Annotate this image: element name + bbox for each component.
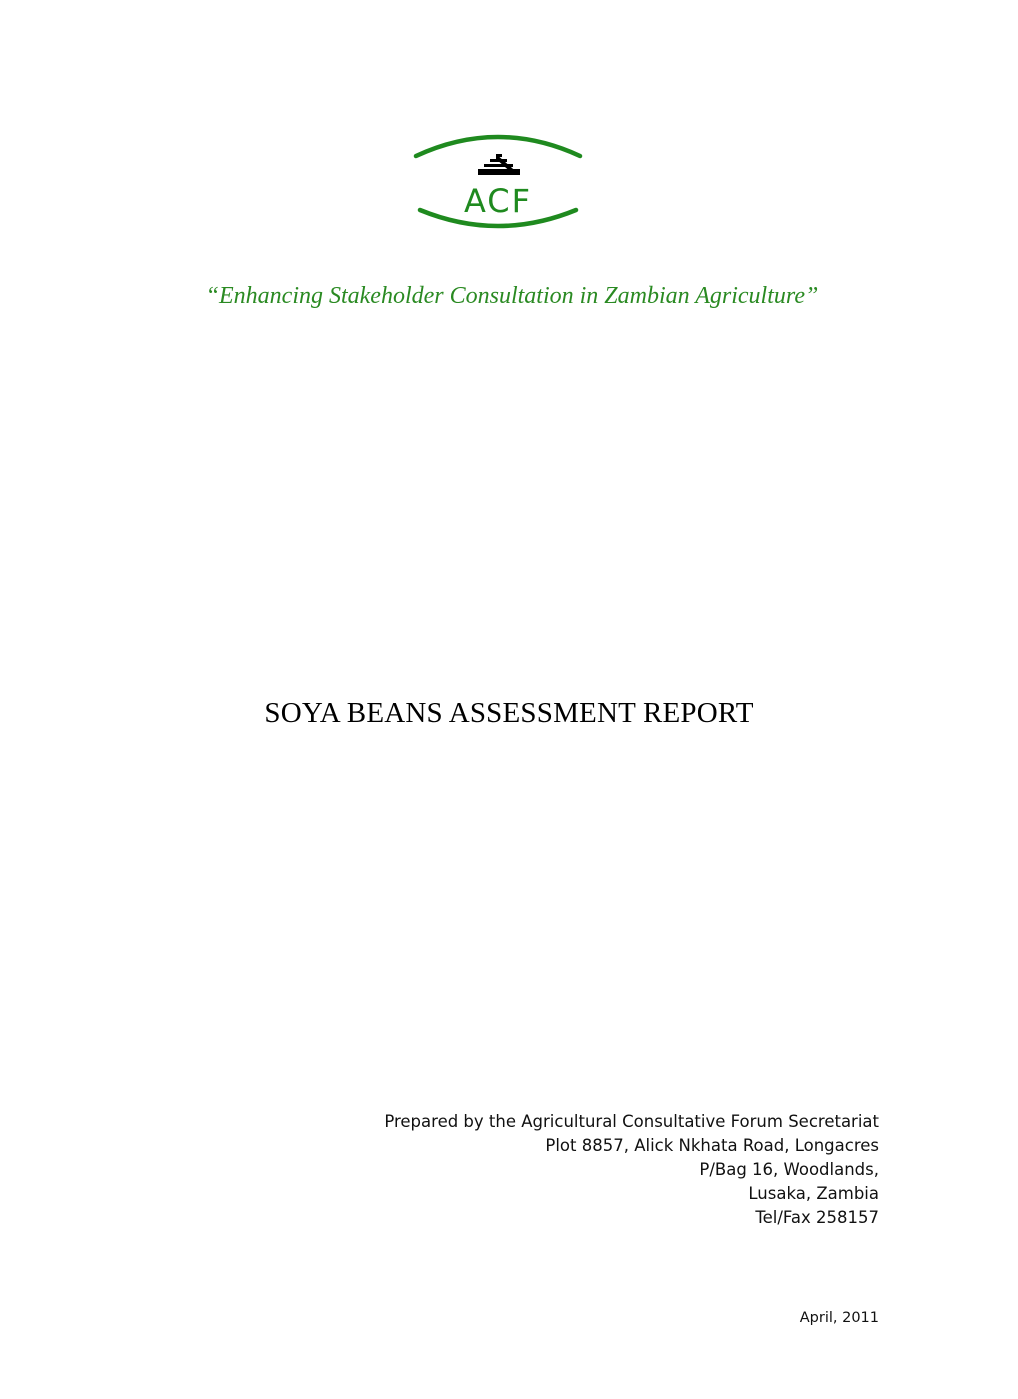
address-line-city: Lusaka, Zambia (748, 1184, 879, 1203)
tagline: “Enhancing Stakeholder Consultation in Zambian Agriculture” (205, 283, 819, 309)
pyramid-icon (478, 154, 520, 175)
acf-logo-graphic (410, 132, 586, 232)
address-line-plot: Plot 8857, Alick Nkhata Road, Longacres (545, 1136, 879, 1155)
acf-logo (410, 132, 586, 232)
report-date: April, 2011 (799, 1310, 879, 1326)
address-line-telfax: Tel/Fax 258157 (755, 1208, 879, 1227)
address-line-po-bag: P/Bag 16, Woodlands, (699, 1160, 879, 1179)
report-title: SOYA BEANS ASSESSMENT REPORT (264, 697, 754, 729)
address-block (384, 1110, 879, 1230)
address-line-prepared-by: Prepared by the Agricultural Consultative Forum Secretariat (384, 1112, 879, 1131)
logo-text: ACF (463, 182, 533, 220)
